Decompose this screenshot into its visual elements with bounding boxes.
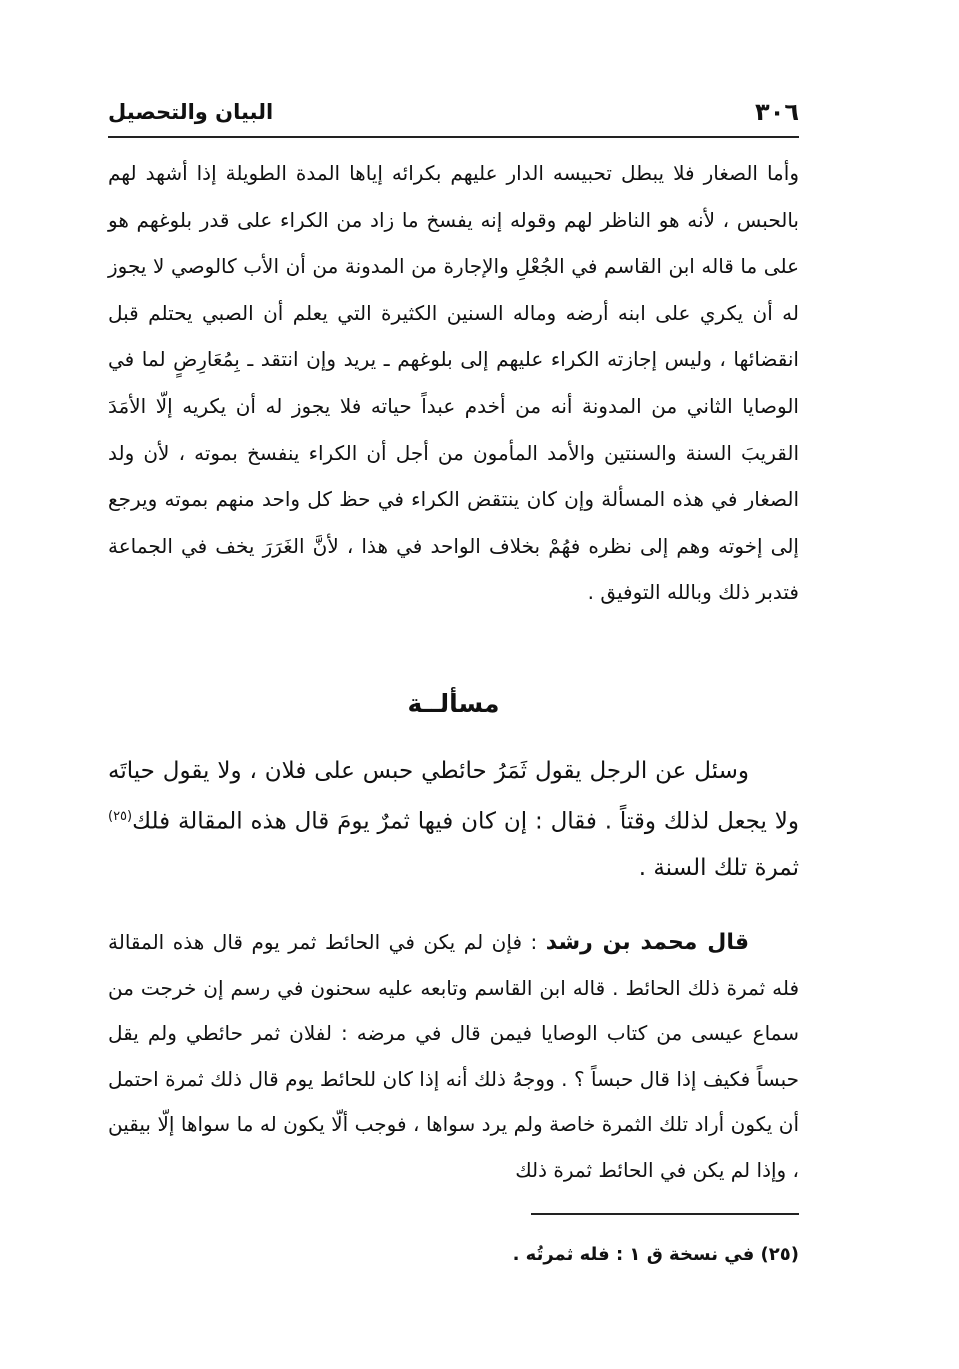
page-number: ٣٠٦ — [755, 98, 799, 126]
question-text: وسئل عن الرجل يقول ثَمَرُ حائطي حبس على فلان ، ولا يقول حياتَه ولا يجعل لذلك وقتاً . فقال : إن كان فيها ثمرٌ يومَ قال هذه المقالة فلك — [108, 758, 799, 835]
answer-paragraph — [108, 920, 799, 1193]
header-divider — [108, 136, 799, 138]
running-title: البيان والتحصيل — [108, 100, 274, 124]
answer-text: : فإن لم يكن في الحائط ثمر يوم قال هذه المقالة فله ثمرة ذلك الحائط . قاله ابن القاسم وتابعه عليه سحنون في رسم إن خرجت من سماع عيسى من كتاب الوصايا فيمن قال في مرضه : لفلان ثمر حائطي ولم يقل حبساً فكيف إذا قال حبساً ؟ . ووجهُ ذلك أنه إذا كان للحائط يوم قال ذلك ثمرة احتمل أن يكون أراد تلك الثمرة خاصة ولم يرد سواها ، فوجب ألّا يكون له ما سواها إلّا بيقين ، وإذا لم يكن في الحائط ثمرة ذلك — [108, 930, 799, 1182]
footnote-reference: (٢٥) — [108, 809, 133, 824]
question-paragraph — [108, 748, 799, 891]
footnote-divider — [531, 1213, 799, 1215]
section-title: مسألــة — [407, 689, 500, 718]
answer-speaker: قال محمد بن رشد — [545, 930, 749, 955]
footnote: (٢٥) في نسخة ق ١ : فله ثمرتُه . — [512, 1244, 799, 1265]
body-paragraph: وأما الصغار فلا يبطل تحبيسه الدار عليهم بكرائه إياها المدة الطويلة إذا أشهد لهم بالحبس ، لأنه هو الناظر لهم وقوله إنه يفسخ ما زاد من الكراء على قدر بلوغهم هو على ما قاله ابن القاسم في الجُعْلِ والإجارة من المدونة من أن الأب كالوصي لا يجوز له أن يكري على ابنه أرضه وماله السنين الكثيرة التي يعلم أن الصبي يحتلم قبل انقضائها ، وليس إجازته الكراء عليهم إلى بلوغهم ـ يريد وإن انتقد ـ بِمُعَارِضٍ لما في الوصايا الثاني من المدونة أنه من أخدم عبداً حياته فلا يجوز له أن يكريه إلّا الأمَدَ القريبَ السنة والسنتين والأمد المأمون من أجل أن الكراء ينفسخ بموته ، لأن ولد الصغار في هذه المسألة وإن كان ينتقض الكراء في حظ كل واحد منهم بموته ويرجع إلى إخوته وهم إلى نظره فهُمْ بخلاف الواحد في هذا ، لأنَّ الغَرَرَ يخف في الجماعة فتدبر ذلك وبالله التوفيق . — [108, 161, 799, 605]
page-header — [108, 92, 799, 132]
question-text-end: ثمرة تلك السنة . — [638, 854, 799, 881]
